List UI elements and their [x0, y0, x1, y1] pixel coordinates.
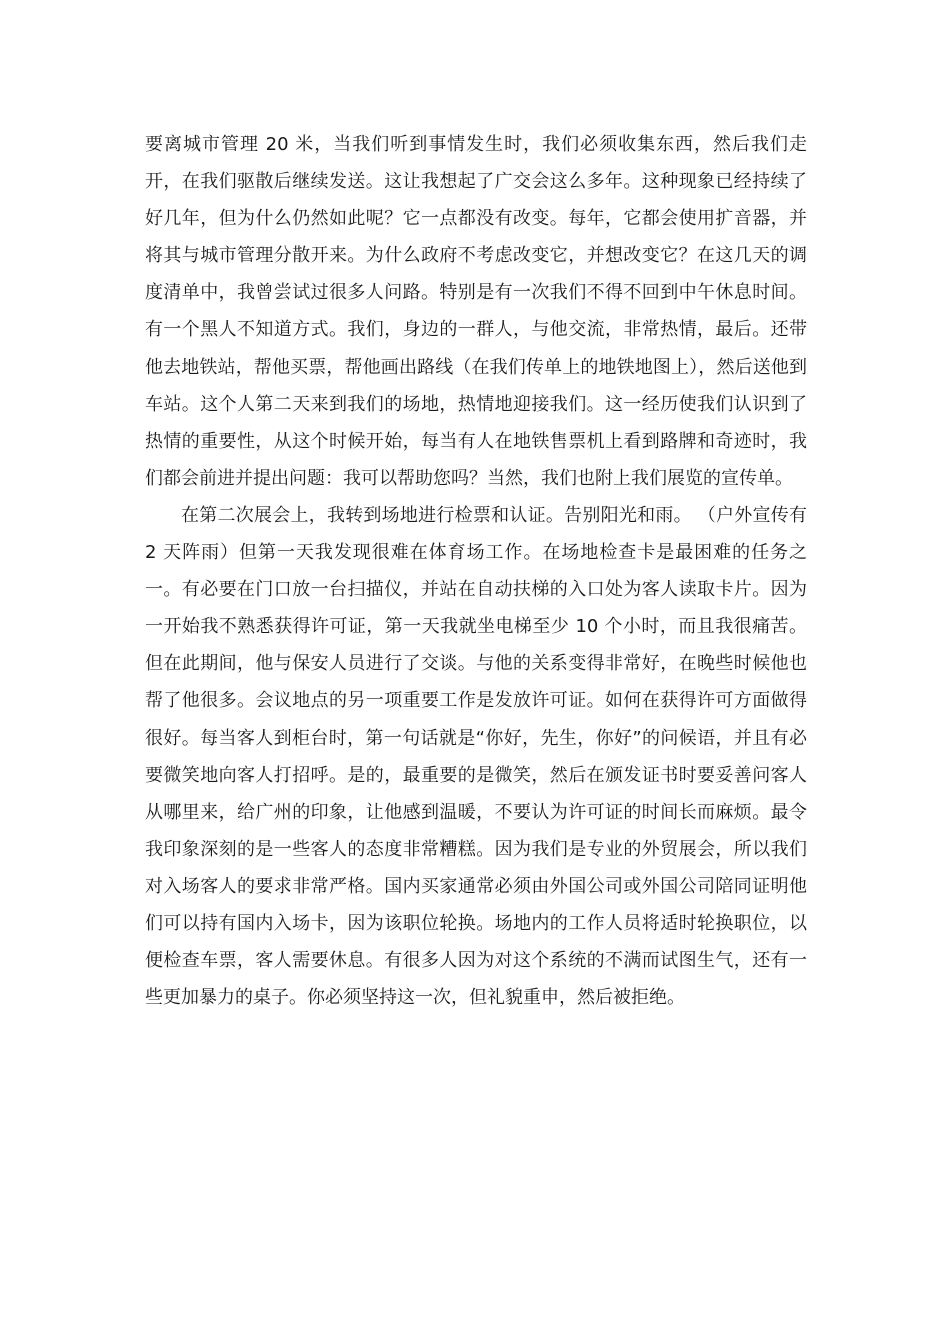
paragraph-1: 要离城市管理 20 米，当我们听到事情发生时，我们必须收集东西，然后我们走开，在我们驱散后继续发送。这让我想起了广交会这么多年。这种现象已经持续了好几年，但为什么仍然如此呢？它一点都没有改变。每年，它都会使用扩音器，并将其与城市管理分散开来。为什么政府不考虑改变它，并想改变它？在这几天的调度清单中，我曾尝试过很多人问路。特别是有一次我们不得不回到中午休息时间。有一个黑人不知道方式。我们，身边的一群人，与他交流，非常热情，最后。还带他去地铁站，帮他买票，帮他画出路线（在我们传单上的地铁地图上），然后送他到车站。这个人第二天来到我们的场地，热情地迎接我们。这一经历使我们认识到了热情的重要性，从这个时候开始，每当有人在地铁售票机上看到路牌和奇迹时，我们都会前进并提出问题：我可以帮助您吗？当然，我们也附上我们展览的宣传单。: [145, 134, 807, 489]
document-body: [145, 126, 807, 1016]
paragraph-2: 在第二次展会上，我转到场地进行检票和认证。告别阳光和雨。 （户外宣传有 2 天阵雨）但第一天我发现很难在体育场工作。在场地检查卡是最困难的任务之一。有必要在门口放一台扫描仪，并站在自动扶梯的入口处为客人读取卡片。因为一开始我不熟悉获得许可证，第一天我就坐电梯至少 10 个小时，而且我很痛苦。但在此期间，他与保安人员进行了交谈。与他的关系变得非常好，在晚些时候他也帮了他很多。会议地点的另一项重要工作是发放许可证。如何在获得许可方面做得很好。每当客人到柜台时，第一句话就是“你好，先生，你好”的问候语，并且有必要微笑地向客人打招呼。是的，最重要的是微笑，然后在颁发证书时要妥善问客人从哪里来，给广州的印象，让他感到温暖，不要认为许可证的时间长而麻烦。最令我印象深刻的是一些客人的态度非常糟糕。因为我们是专业的外贸展会，所以我们对入场客人的要求非常严格。国内买家通常必须由外国公司或外国公司陪同证明他们可以持有国内入场卡，因为该职位轮换。场地内的工作人员将适时轮换职位，以便检查车票，客人需要休息。有很多人因为对这个系统的不满而试图生气，还有一些更加暴力的桌子。你必须坚持这一次，但礼貌重申，然后被拒绝。: [145, 504, 807, 1009]
